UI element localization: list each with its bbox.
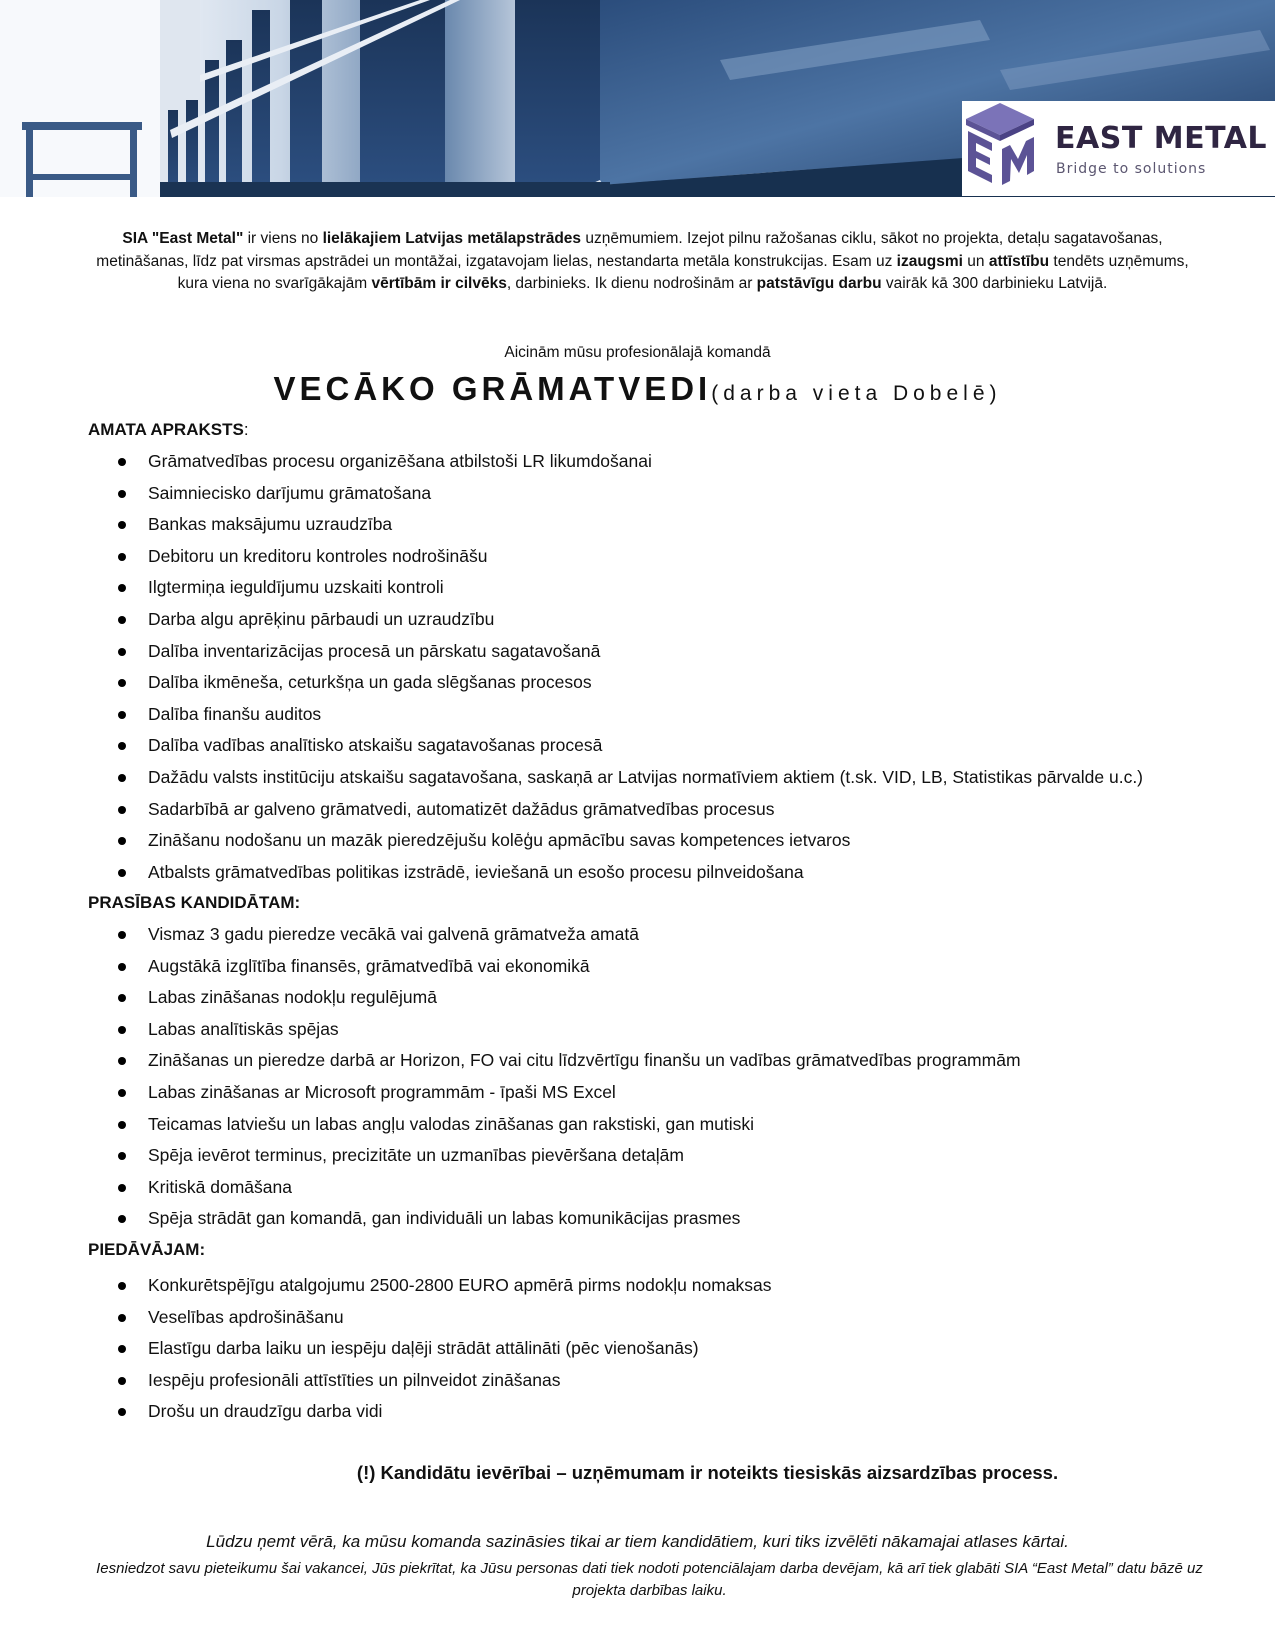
bullet-icon <box>118 1314 126 1322</box>
list-item <box>110 667 1143 699</box>
list-item <box>110 730 1143 762</box>
bullet-icon <box>118 458 126 466</box>
bullet-icon <box>118 1089 126 1097</box>
intro-bold-development: attīstību <box>988 252 1050 270</box>
footer-contact-note: Lūdzu ņemt vērā, ka mūsu komanda sazināsies tikai ar tiem kandidātiem, kuri tiks izvēlēti nākamajai atlases kārtai. <box>206 1532 1069 1551</box>
section-heading-text: PIEDĀVĀJAM: <box>88 1240 206 1259</box>
bullet-icon <box>118 648 126 656</box>
intro-text: un <box>962 252 989 270</box>
bullet-icon <box>118 742 126 750</box>
section-heading-job-description <box>88 420 249 440</box>
list-item-text: Zināšanas un pieredze darbā ar Horizon, FO vai citu līdzvērtīgu finanšu un vadības grāmatvedības programmām <box>148 1050 1021 1071</box>
bullet-icon <box>118 837 126 845</box>
bullet-icon <box>118 1152 126 1160</box>
list-item <box>110 1203 1021 1235</box>
list-item-text: Bankas maksājumu uzraudzība <box>148 514 393 535</box>
bullet-icon <box>118 994 126 1002</box>
list-item <box>110 1014 1021 1046</box>
list-item <box>110 604 1143 636</box>
list-item-text: Labas zināšanas ar Microsoft programmām - īpaši MS Excel <box>148 1081 616 1102</box>
list-item-text: Drošu un draudzīgu darba vidi <box>148 1401 383 1422</box>
list-item-text: Iespēju profesionāli attīstīties un pilnveidot zināšanas <box>148 1369 561 1390</box>
header-banner-image <box>0 0 1275 197</box>
bullet-icon <box>118 1121 126 1129</box>
job-title <box>0 370 1275 408</box>
intro-text: uzņēmumiem. Izejot pilnu ražošanas ciklu, sākot no projekta, detaļu sagatavošanas, metināšanas, līdz pat virsmas apstrādei un montāžai, izgatavojam lielas, nestandarta metāla konstrukcijas. Esam uz <box>96 230 1163 270</box>
list-item-text: Dalība vadības analītisko atskaišu sagatavošanas procesā <box>148 735 603 756</box>
list-item-text: Dalība finanšu auditos <box>148 703 322 724</box>
job-description-list <box>110 446 1143 888</box>
list-item-text: Saimniecisko darījumu grāmatošana <box>148 482 432 503</box>
benefits-list <box>110 1270 772 1428</box>
bullet-icon <box>118 774 126 782</box>
bullet-icon <box>118 711 126 719</box>
intro-text: tendēts uzņēmums, kura viena no svarīgākajām <box>177 252 1189 292</box>
list-item-text: Labas zināšanas nodokļu regulējumā <box>148 987 437 1008</box>
list-item-text: Atbalsts grāmatvedības politikas izstrādē, ieviešanā un esošo procesu pilnveidošana <box>148 861 804 882</box>
bullet-icon <box>118 1345 126 1353</box>
list-item <box>110 699 1143 731</box>
list-item <box>110 919 1021 951</box>
list-item-text: Ilgtermiņa ieguldījumu uzskaiti kontroli <box>148 577 444 598</box>
intro-bold-stable-work: patstāvīgu darbu <box>756 275 882 292</box>
list-item-text: Veselības apdrošināšanu <box>148 1306 344 1327</box>
list-item-text: Debitoru un kreditoru kontroles nodrošināšu <box>148 545 488 566</box>
list-item <box>110 1270 772 1302</box>
job-title-main: VECĀKO GRĀMATVEDI <box>273 370 712 407</box>
list-item-text: Kritiskā domāšana <box>148 1176 292 1197</box>
em-cube-logo-icon <box>962 101 1038 185</box>
list-item-text: Vismaz 3 gadu pieredze vecākā vai galvenā grāmatveža amatā <box>148 924 639 944</box>
list-item-text: Augstākā izglītība finansēs, grāmatvedībā vai ekonomikā <box>148 955 590 976</box>
list-item-text: Darba algu aprēķinu pārbaudi un uzraudzību <box>148 608 495 629</box>
list-item <box>110 1333 772 1365</box>
section-heading-we-offer <box>88 1240 205 1260</box>
list-item <box>110 1365 772 1397</box>
list-item <box>110 1396 772 1428</box>
invitation-line: Aicinām mūsu profesionālajā komandā <box>504 344 771 361</box>
legal-protection-notice: (!) Kandidātu ievērībai – uzņēmumam ir noteikts tiesiskās aizsardzības process. <box>356 1462 1059 1483</box>
list-item <box>110 982 1021 1014</box>
list-item <box>110 1172 1021 1204</box>
bullet-icon <box>118 553 126 561</box>
bullet-icon <box>118 1377 126 1385</box>
list-item-text: Grāmatvedības procesu organizēšana atbilstoši LR likumdošanai <box>148 451 652 471</box>
list-item <box>110 636 1143 668</box>
section-heading-text: AMATA APRAKSTS <box>88 420 244 439</box>
list-item-text: Elastīgu darba laiku un iespēju daļēji strādāt attālināti (pēc vienošanās) <box>148 1338 699 1359</box>
bullet-icon <box>118 931 126 939</box>
list-item <box>110 1045 1021 1077</box>
list-item <box>110 794 1143 826</box>
intro-text: ir viens no <box>243 230 323 247</box>
list-item-text: Spēja ievērot terminus, precizitāte un uzmanības pievēršana detaļām <box>148 1145 684 1166</box>
bullet-icon <box>118 1184 126 1192</box>
list-item-text: Zināšanu nodošanu un mazāk pieredzējušu kolēģu apmācību savas kompetences ietvaros <box>148 830 851 851</box>
section-heading-text: PRASĪBAS KANDIDĀTAM: <box>88 893 301 912</box>
bullet-icon <box>118 1408 126 1416</box>
list-item-text: Sadarbībā ar galveno grāmatvedi, automatizēt dažādus grāmatvedības procesus <box>148 798 775 819</box>
logo-brand-name: EAST METAL <box>1055 121 1268 156</box>
bullet-icon <box>118 616 126 624</box>
list-item-text: Teicamas latviešu un labas angļu valodas zināšanas gan rakstiski, gan mutiski <box>148 1113 755 1134</box>
list-item-text: Labas analītiskās spējas <box>148 1018 339 1039</box>
list-item <box>110 1140 1021 1172</box>
bullet-icon <box>118 1057 126 1065</box>
intro-bold-growth: izaugsmi <box>896 252 963 270</box>
bullet-icon <box>118 679 126 687</box>
bullet-icon <box>118 1026 126 1034</box>
list-item <box>110 1109 1021 1141</box>
list-item <box>110 509 1143 541</box>
logo-tagline: Bridge to solutions <box>1056 161 1207 177</box>
list-item-text: Konkurētspējīgu atalgojumu 2500-2800 EURO apmērā pirms nodokļu nomaksas <box>148 1275 772 1295</box>
list-item <box>110 1077 1021 1109</box>
job-location: (darba vieta Dobelē) <box>711 382 1002 405</box>
bullet-icon <box>118 1215 126 1223</box>
list-item-text: Dalība ikmēneša, ceturkšņa un gada slēgšanas procesos <box>148 672 592 693</box>
bullet-icon <box>118 490 126 498</box>
list-item-text: Dažādu valsts institūciju atskaišu sagatavošana, saskaņā ar Latvijas normatīviem aktiem (t.sk. VID, LB, Statistikas pārvalde u.c.) <box>148 766 1144 787</box>
section-heading-requirements <box>88 893 300 913</box>
footer-data-consent: Iesniedzot savu pieteikumu šai vakancei, Jūs piekrītat, ka Jūsu personas dati tiek nodoti potenciālajam darba devējam, kā arī tiek glabāti SIA “East Metal” datu bāzē uz projekta darbības laiku. <box>96 1560 1203 1599</box>
list-item-text: Spēja strādāt gan komandā, gan individuāli un labas komunikācijas prasmes <box>148 1208 741 1229</box>
list-item <box>110 857 1143 889</box>
intro-text: , darbinieks. Ik dienu nodrošinām ar <box>506 275 757 292</box>
list-item <box>110 825 1143 857</box>
bullet-icon <box>118 584 126 592</box>
company-intro-paragraph <box>90 228 1195 296</box>
bullet-icon <box>118 1282 126 1290</box>
list-item <box>110 1302 772 1334</box>
intro-text: vairāk kā 300 darbinieku Latvijā. <box>881 275 1108 292</box>
bullet-icon <box>118 521 126 529</box>
bullet-icon <box>118 806 126 814</box>
list-item <box>110 951 1021 983</box>
intro-bold-values: vērtībām ir cilvēks <box>371 275 507 292</box>
intro-bold-company: SIA "East Metal" <box>122 230 244 247</box>
list-item <box>110 541 1143 573</box>
intro-bold-largest: lielākajiem Latvijas metālapstrādes <box>322 230 582 247</box>
company-logo <box>962 101 1275 196</box>
list-item <box>110 572 1143 604</box>
list-item <box>110 446 1143 478</box>
list-item-text: Dalība inventarizācijas procesā un pārskatu sagatavošanā <box>148 640 601 661</box>
requirements-list <box>110 919 1021 1235</box>
list-item <box>110 762 1143 794</box>
section-heading-colon: : <box>243 420 249 439</box>
bullet-icon <box>118 869 126 877</box>
list-item <box>110 478 1143 510</box>
bullet-icon <box>118 963 126 971</box>
